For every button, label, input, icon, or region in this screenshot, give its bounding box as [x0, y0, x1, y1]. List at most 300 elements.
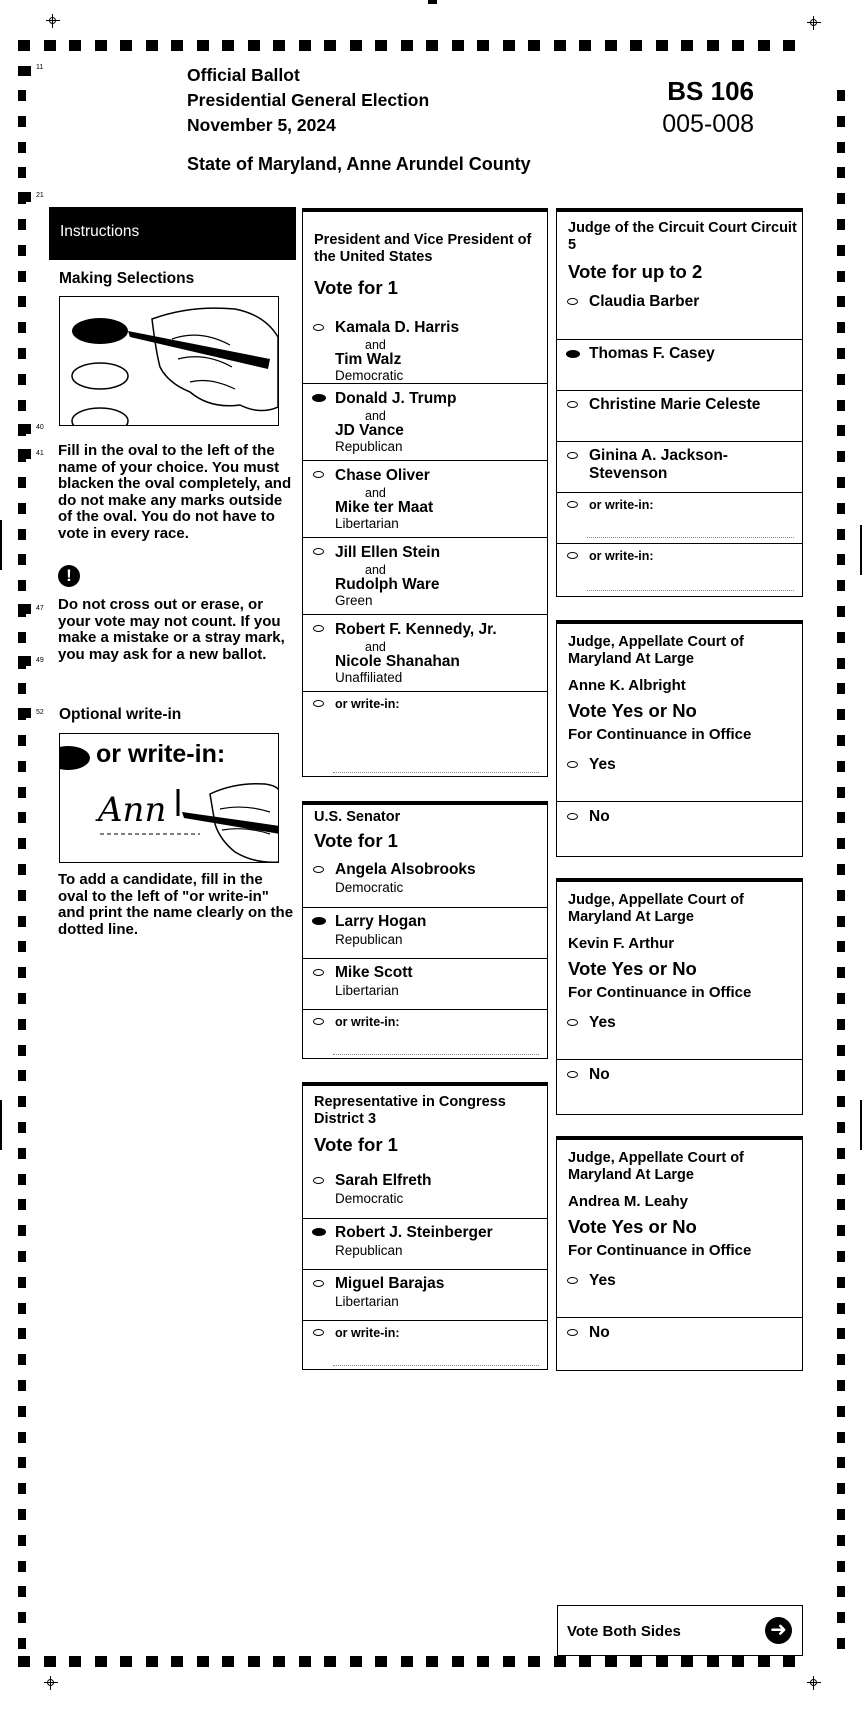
writein-label: or write-in: [335, 1015, 400, 1029]
timing-mark [837, 1199, 845, 1210]
vote-for: Vote for 1 [314, 277, 398, 298]
and-label: and [365, 409, 386, 423]
writein-line[interactable] [587, 537, 794, 538]
timing-mark [837, 709, 845, 720]
timing-mark [18, 90, 26, 101]
writein-line[interactable] [333, 772, 539, 773]
contest-appellate-arthur [556, 878, 803, 1115]
selection-oval-marked[interactable] [312, 1228, 326, 1236]
timing-mark [837, 374, 845, 385]
timing-mark [837, 451, 845, 462]
timing-mark [837, 632, 845, 643]
no-label: No [589, 808, 610, 825]
contest-title: U.S. Senator [314, 809, 401, 825]
edge-mark [0, 520, 2, 570]
timing-mark [837, 1406, 845, 1417]
party: Democratic [335, 880, 404, 895]
timing-mark [171, 40, 183, 51]
candidate-name: Sarah Elfreth [335, 1172, 432, 1189]
selection-oval-marked[interactable] [312, 394, 326, 402]
candidate-name: Chase Oliver [335, 467, 430, 484]
and-label: and [365, 338, 386, 352]
hand-marking-icon [60, 297, 279, 426]
party: Libertarian [335, 516, 399, 531]
line-mark [18, 192, 31, 202]
timing-mark [18, 1328, 26, 1339]
line-number: 52 [36, 709, 44, 716]
candidate-name: Angela Alsobrooks [335, 861, 476, 878]
timing-mark [837, 425, 845, 436]
timing-mark [837, 1380, 845, 1391]
candidate-option[interactable] [557, 390, 802, 442]
yes-label: Yes [589, 756, 616, 773]
writein-label: or write-in: [335, 697, 400, 711]
continuance-label: For Continuance in Office [568, 984, 752, 1001]
timing-mark [426, 40, 438, 51]
writein-option[interactable] [303, 691, 547, 778]
timing-mark [837, 658, 845, 669]
timing-mark [248, 1656, 260, 1667]
timing-mark [18, 580, 26, 591]
timing-mark [681, 40, 693, 51]
registration-mark [46, 14, 60, 28]
timing-mark [324, 40, 336, 51]
timing-mark [758, 1656, 770, 1667]
party: Republican [335, 1243, 403, 1258]
party: Libertarian [335, 983, 399, 998]
timing-mark [503, 40, 515, 51]
candidate-option[interactable] [303, 614, 547, 692]
line-number: 49 [36, 657, 44, 664]
timing-mark [837, 761, 845, 772]
no-option[interactable] [557, 1317, 802, 1372]
no-option[interactable] [557, 801, 802, 858]
timing-mark [732, 40, 744, 51]
selection-oval[interactable] [313, 625, 324, 632]
timing-mark [837, 1303, 845, 1314]
registration-mark [807, 16, 821, 30]
timing-mark [18, 890, 26, 901]
ballot-header [187, 63, 429, 138]
judge-name: Andrea M. Leahy [568, 1193, 689, 1210]
party: Green [335, 593, 373, 608]
timing-mark [197, 1656, 209, 1667]
timing-mark [783, 40, 795, 51]
timing-mark [554, 40, 566, 51]
timing-mark [837, 606, 845, 617]
candidate-option[interactable] [303, 1218, 547, 1270]
jurisdiction: State of Maryland, Anne Arundel County [187, 154, 531, 174]
timing-mark [401, 40, 413, 51]
candidate-option[interactable] [303, 1269, 547, 1321]
timing-mark [837, 400, 845, 411]
timing-mark [837, 941, 845, 952]
fill-oval-illustration [59, 296, 279, 426]
timing-mark [837, 1096, 845, 1107]
timing-mark [837, 1122, 845, 1133]
edge-mark [860, 525, 862, 575]
no-option[interactable] [557, 1059, 802, 1116]
writein-line[interactable] [333, 1054, 539, 1055]
timing-mark [837, 142, 845, 153]
timing-mark [222, 1656, 234, 1667]
timing-mark [18, 503, 26, 514]
candidate-name: Miguel Barajas [335, 1275, 445, 1292]
timing-mark [630, 1656, 642, 1667]
writein-line[interactable] [587, 590, 794, 591]
timing-mark [837, 1586, 845, 1597]
candidate-name: Christine Marie Celeste [589, 396, 761, 413]
election-name: Presidential General Election [187, 90, 430, 110]
no-label: No [589, 1066, 610, 1083]
timing-mark [18, 787, 26, 798]
timing-mark [18, 1225, 26, 1236]
candidate-option[interactable] [303, 856, 547, 907]
timing-mark [18, 864, 26, 875]
timing-mark [18, 1174, 26, 1185]
line-number: 11 [36, 64, 44, 71]
timing-mark [837, 1277, 845, 1288]
timing-mark [837, 1457, 845, 1468]
contest-congress [302, 1082, 548, 1370]
vote-both-sides-box [557, 1605, 803, 1656]
contest-title: Judge of the Circuit Court Circuit 5 [568, 220, 797, 253]
timing-mark [837, 1483, 845, 1494]
timing-mark [120, 40, 132, 51]
party: Unaffiliated [335, 670, 403, 685]
writein-illustration [59, 733, 279, 863]
timing-mark [18, 1199, 26, 1210]
writein-example-label: or write-in: [96, 740, 226, 768]
selection-oval[interactable] [313, 1280, 324, 1287]
timing-mark [656, 1656, 668, 1667]
line-mark [18, 656, 31, 666]
judge-name: Anne K. Albright [568, 677, 686, 694]
candidate-option[interactable] [557, 288, 802, 339]
selection-oval[interactable] [567, 452, 578, 459]
contest-senator [302, 801, 548, 1059]
timing-mark [837, 219, 845, 230]
candidate-option[interactable] [303, 1167, 547, 1218]
timing-mark [837, 1638, 845, 1649]
timing-mark [837, 1561, 845, 1572]
yes-option[interactable] [557, 750, 802, 801]
fill-instructions: Fill in the oval to the left of the name of your choice. You must blacken the oval completely, and do not make any marks outside of the oval. You do not have to vote in every race. [58, 442, 292, 542]
timing-mark [273, 40, 285, 51]
timing-mark [18, 967, 26, 978]
contest-appellate-albright [556, 620, 803, 857]
vote-yes-no: Vote Yes or No [568, 1216, 697, 1237]
optional-writein-heading: Optional write-in [59, 706, 182, 723]
party: Democratic [335, 368, 404, 383]
selection-oval[interactable] [313, 471, 324, 478]
candidate-name: Thomas F. Casey [589, 345, 715, 362]
timing-mark [18, 142, 26, 153]
candidate-option[interactable] [303, 537, 547, 615]
precinct-number: 005-008 [662, 110, 754, 138]
contest-title: Representative in Congress District 3 [314, 1094, 506, 1127]
writein-label: or write-in: [335, 1326, 400, 1340]
selection-oval[interactable] [313, 548, 324, 555]
line-number: 47 [36, 605, 44, 612]
party: Democratic [335, 1191, 404, 1206]
selection-oval[interactable] [313, 1177, 324, 1184]
timing-mark [837, 90, 845, 101]
timing-mark [837, 1225, 845, 1236]
warning-instructions: Do not cross out or erase, or your vote may not count. If you make a mistake or a stray mark, you may ask for a new ballot. [58, 596, 285, 663]
top-mark [428, 0, 437, 4]
timing-mark [837, 890, 845, 901]
timing-mark [837, 683, 845, 694]
candidate-option[interactable] [303, 907, 547, 959]
timing-mark [18, 1612, 26, 1623]
timing-mark [837, 864, 845, 875]
candidate-option[interactable] [557, 441, 802, 493]
timing-mark [18, 1122, 26, 1133]
yes-label: Yes [589, 1014, 616, 1031]
vote-yes-no: Vote Yes or No [568, 700, 697, 721]
timing-mark [681, 1656, 693, 1667]
timing-mark [837, 1019, 845, 1030]
continuance-label: For Continuance in Office [568, 1242, 752, 1259]
running-mate-name: JD Vance [335, 422, 404, 439]
timing-mark [837, 296, 845, 307]
timing-mark [18, 400, 26, 411]
candidate-option[interactable] [303, 958, 547, 1010]
timing-mark [656, 40, 668, 51]
timing-mark [18, 1656, 30, 1667]
timing-mark [18, 245, 26, 256]
timing-mark [197, 40, 209, 51]
timing-mark [350, 1656, 362, 1667]
timing-mark [528, 40, 540, 51]
selection-oval[interactable] [313, 700, 324, 707]
selection-oval[interactable] [567, 761, 578, 768]
line-mark [18, 708, 31, 718]
timing-mark [707, 1656, 719, 1667]
timing-mark [18, 1432, 26, 1443]
timing-mark [18, 812, 26, 823]
writein-label: or write-in: [589, 498, 654, 512]
timing-mark [18, 1277, 26, 1288]
line-number: 41 [36, 450, 44, 457]
timing-mark [837, 245, 845, 256]
timing-mark [837, 916, 845, 927]
writein-line[interactable] [333, 1365, 539, 1366]
timing-mark [18, 838, 26, 849]
candidate-option[interactable] [557, 339, 802, 391]
vote-for: Vote for 1 [314, 830, 398, 851]
timing-mark [837, 1612, 845, 1623]
candidate-option[interactable] [303, 306, 547, 383]
timing-mark [18, 916, 26, 927]
making-selections-heading: Making Selections [59, 270, 195, 287]
timing-mark [18, 1586, 26, 1597]
timing-mark [18, 322, 26, 333]
selection-oval-marked[interactable] [566, 350, 580, 358]
no-label: No [589, 1324, 610, 1341]
candidate-option[interactable] [303, 383, 547, 461]
yes-option[interactable] [557, 1266, 802, 1317]
candidate-name: Donald J. Trump [335, 390, 457, 407]
candidate-name: Robert J. Steinberger [335, 1224, 493, 1241]
line-mark [18, 449, 31, 459]
timing-mark [95, 1656, 107, 1667]
candidate-name: Jill Ellen Stein [335, 544, 441, 561]
timing-mark [18, 1019, 26, 1030]
contest-title: Judge, Appellate Court of Maryland At Large [568, 892, 744, 925]
timing-mark [426, 1656, 438, 1667]
vote-both-sides-label: Vote Both Sides [567, 1623, 681, 1640]
vote-for: Vote for 1 [314, 1134, 398, 1155]
timing-mark [837, 787, 845, 798]
timing-mark [837, 1354, 845, 1365]
vote-yes-no: Vote Yes or No [568, 958, 697, 979]
party: Republican [335, 439, 403, 454]
timing-mark [630, 40, 642, 51]
selection-oval[interactable] [567, 1329, 578, 1336]
yes-option[interactable] [557, 1008, 802, 1059]
running-mate-name: Mike ter Maat [335, 499, 434, 516]
selection-oval[interactable] [313, 1329, 324, 1336]
line-mark [18, 424, 31, 434]
selection-oval[interactable] [313, 324, 324, 331]
timing-mark [18, 1354, 26, 1365]
timing-mark [837, 1328, 845, 1339]
contest-title: Judge, Appellate Court of Maryland At Large [568, 634, 744, 667]
writein-option[interactable] [557, 543, 802, 598]
timing-mark [69, 1656, 81, 1667]
timing-mark [579, 40, 591, 51]
timing-mark [837, 1251, 845, 1262]
selection-oval[interactable] [567, 813, 578, 820]
writein-option[interactable] [303, 1009, 547, 1060]
contest-title: Judge, Appellate Court of Maryland At Large [568, 1150, 744, 1183]
writein-option[interactable] [557, 492, 802, 544]
timing-mark [18, 993, 26, 1004]
timing-mark [837, 993, 845, 1004]
timing-mark [222, 40, 234, 51]
selection-oval[interactable] [567, 401, 578, 408]
timing-mark [18, 1406, 26, 1417]
writein-option[interactable] [303, 1320, 547, 1371]
and-label: and [365, 640, 386, 654]
candidate-option[interactable] [303, 460, 547, 538]
timing-mark [452, 40, 464, 51]
timing-mark [18, 735, 26, 746]
timing-mark [146, 40, 158, 51]
timing-mark [18, 941, 26, 952]
timing-mark [18, 1380, 26, 1391]
timing-mark [18, 374, 26, 385]
timing-mark [18, 116, 26, 127]
timing-mark [18, 271, 26, 282]
contest-title: President and Vice President of the United States [314, 232, 532, 265]
timing-mark [18, 1483, 26, 1494]
timing-mark [18, 683, 26, 694]
ballot-title: Official Ballot [187, 65, 300, 85]
timing-mark [18, 40, 30, 51]
timing-mark [528, 1656, 540, 1667]
selection-oval-marked[interactable] [312, 917, 326, 925]
writein-example-name: Ann [98, 790, 167, 830]
selection-oval[interactable] [313, 969, 324, 976]
timing-mark [605, 40, 617, 51]
timing-mark [837, 1174, 845, 1185]
selection-oval[interactable] [313, 1018, 324, 1025]
candidate-name: Ginina A. Jackson-Stevenson [589, 447, 728, 482]
timing-mark [375, 1656, 387, 1667]
timing-mark [18, 529, 26, 540]
timing-mark [324, 1656, 336, 1667]
timing-mark [18, 167, 26, 178]
timing-mark [18, 1303, 26, 1314]
writein-instructions: To add a candidate, fill in the oval to the left of "or write-in" and print the name clearly on the dotted line. [58, 871, 294, 938]
election-date: November 5, 2024 [187, 115, 336, 135]
timing-mark [758, 40, 770, 51]
selection-oval[interactable] [567, 298, 578, 305]
selection-oval[interactable] [567, 1019, 578, 1026]
timing-mark [44, 40, 56, 51]
timing-mark [477, 1656, 489, 1667]
timing-mark [554, 1656, 566, 1667]
timing-mark [18, 219, 26, 230]
timing-mark [837, 193, 845, 204]
selection-oval[interactable] [567, 552, 578, 559]
timing-mark [171, 1656, 183, 1667]
yes-label: Yes [589, 1272, 616, 1289]
candidate-name: Robert F. Kennedy, Jr. [335, 621, 497, 638]
judge-name: Kevin F. Arthur [568, 935, 675, 952]
timing-mark [273, 1656, 285, 1667]
timing-mark [18, 1096, 26, 1107]
timing-mark [18, 477, 26, 488]
timing-mark [18, 1561, 26, 1572]
timing-mark [732, 1656, 744, 1667]
instructions-header: Instructions [49, 207, 296, 260]
candidate-name: Kamala D. Harris [335, 319, 460, 336]
running-mate-name: Tim Walz [335, 351, 402, 368]
timing-mark [18, 1638, 26, 1649]
timing-mark [18, 1148, 26, 1159]
timing-mark [837, 348, 845, 359]
running-mate-name: Rudolph Ware [335, 576, 440, 593]
selection-oval[interactable] [313, 866, 324, 873]
timing-mark [579, 1656, 591, 1667]
timing-mark [18, 1045, 26, 1056]
contest-circuit-court [556, 208, 803, 597]
timing-mark [837, 967, 845, 978]
timing-mark [18, 761, 26, 772]
party: Libertarian [335, 1294, 399, 1309]
timing-mark [18, 1535, 26, 1546]
candidate-name: Claudia Barber [589, 293, 700, 310]
timing-mark [503, 1656, 515, 1667]
continuance-label: For Continuance in Office [568, 726, 752, 743]
selection-oval[interactable] [567, 501, 578, 508]
edge-mark [860, 1100, 862, 1150]
timing-mark [18, 1509, 26, 1520]
selection-oval[interactable] [567, 1277, 578, 1284]
selection-oval[interactable] [567, 1071, 578, 1078]
timing-mark [18, 1251, 26, 1262]
timing-mark [248, 40, 260, 51]
timing-mark [837, 812, 845, 823]
contest-president [302, 208, 548, 777]
timing-mark [837, 1432, 845, 1443]
and-label: and [365, 486, 386, 500]
timing-mark [837, 116, 845, 127]
